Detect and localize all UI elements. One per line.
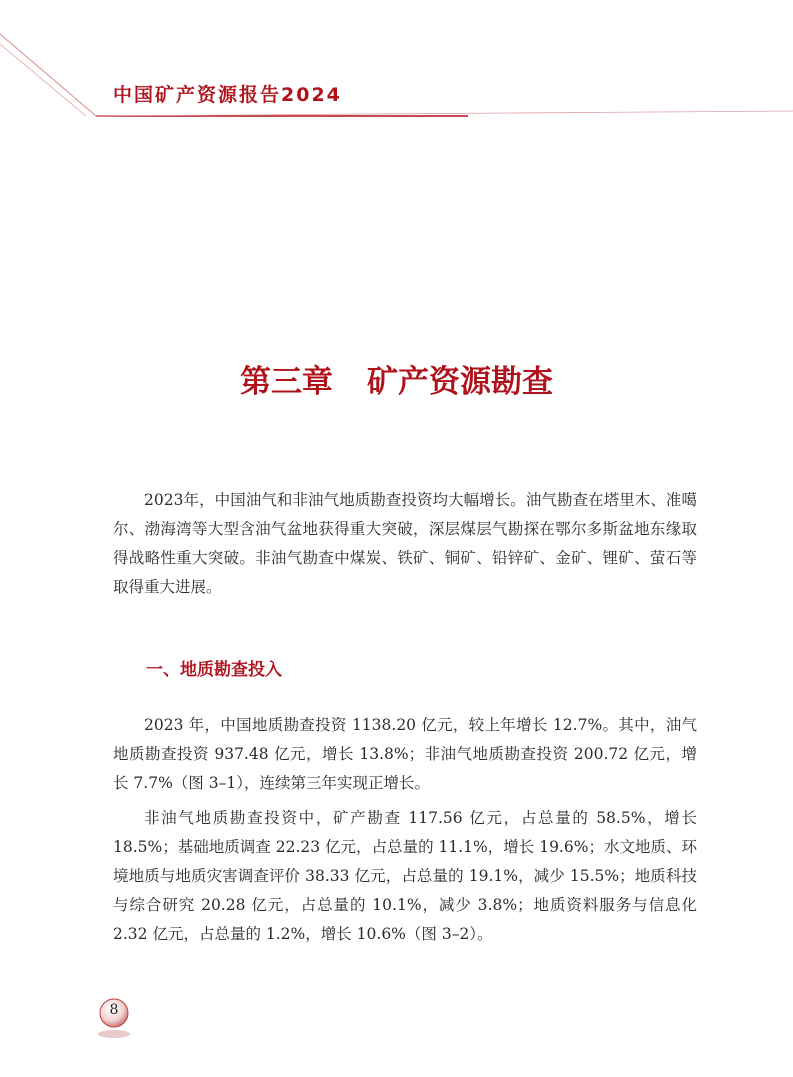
body-paragraph: 非油气地质勘查投资中，矿产勘查 117.56 亿元，占总量的 58.5%，增长 18.5%；基础地质调查 22.23 亿元，占总量的 11.1%，增长 19.6%；水文地质、环境地质与地质灾害调查评价 38.33 亿元，占总量的 19.1%，减少 15.5%；地质科技与综合研究 20.28 亿元，占总量的 10.1%，减少 3.8%；地质资料服务与信息化 2.32 亿元，占总量的 1.2%，增长 10.6%（图 3–2）。 bbox=[113, 809, 697, 943]
chapter-name: 矿产资源勘查 bbox=[367, 364, 553, 400]
page-number: 8 bbox=[109, 1002, 119, 1018]
running-header-title: 中国矿产资源报告2024 bbox=[113, 84, 342, 106]
chapter-title bbox=[0, 356, 793, 401]
section-heading: 一、地质勘查投入 bbox=[146, 660, 282, 680]
chapter-number: 第三章 bbox=[240, 364, 333, 400]
body-paragraph: 2023 年，中国地质勘查投资 1138.20 亿元，较上年增长 12.7%。其中，油气地质勘查投资 937.48 亿元，增长 13.8%；非油气地质勘查投资 200.72 亿元，增长 7.7%（图 3–1），连续第三年实现正增长。 bbox=[113, 716, 697, 792]
header-decoration bbox=[0, 0, 793, 130]
intro-paragraph: 2023年，中国油气和非油气地质勘查投资均大幅增长。油气勘查在塔里木、准噶尔、渤海湾等大型含油气盆地获得重大突破，深层煤层气勘探在鄂尔多斯盆地东缘取得战略性重大突破。非油气勘查中煤炭、铁矿、铜矿、铅锌矿、金矿、锂矿、萤石等取得重大进展。 bbox=[113, 491, 697, 596]
